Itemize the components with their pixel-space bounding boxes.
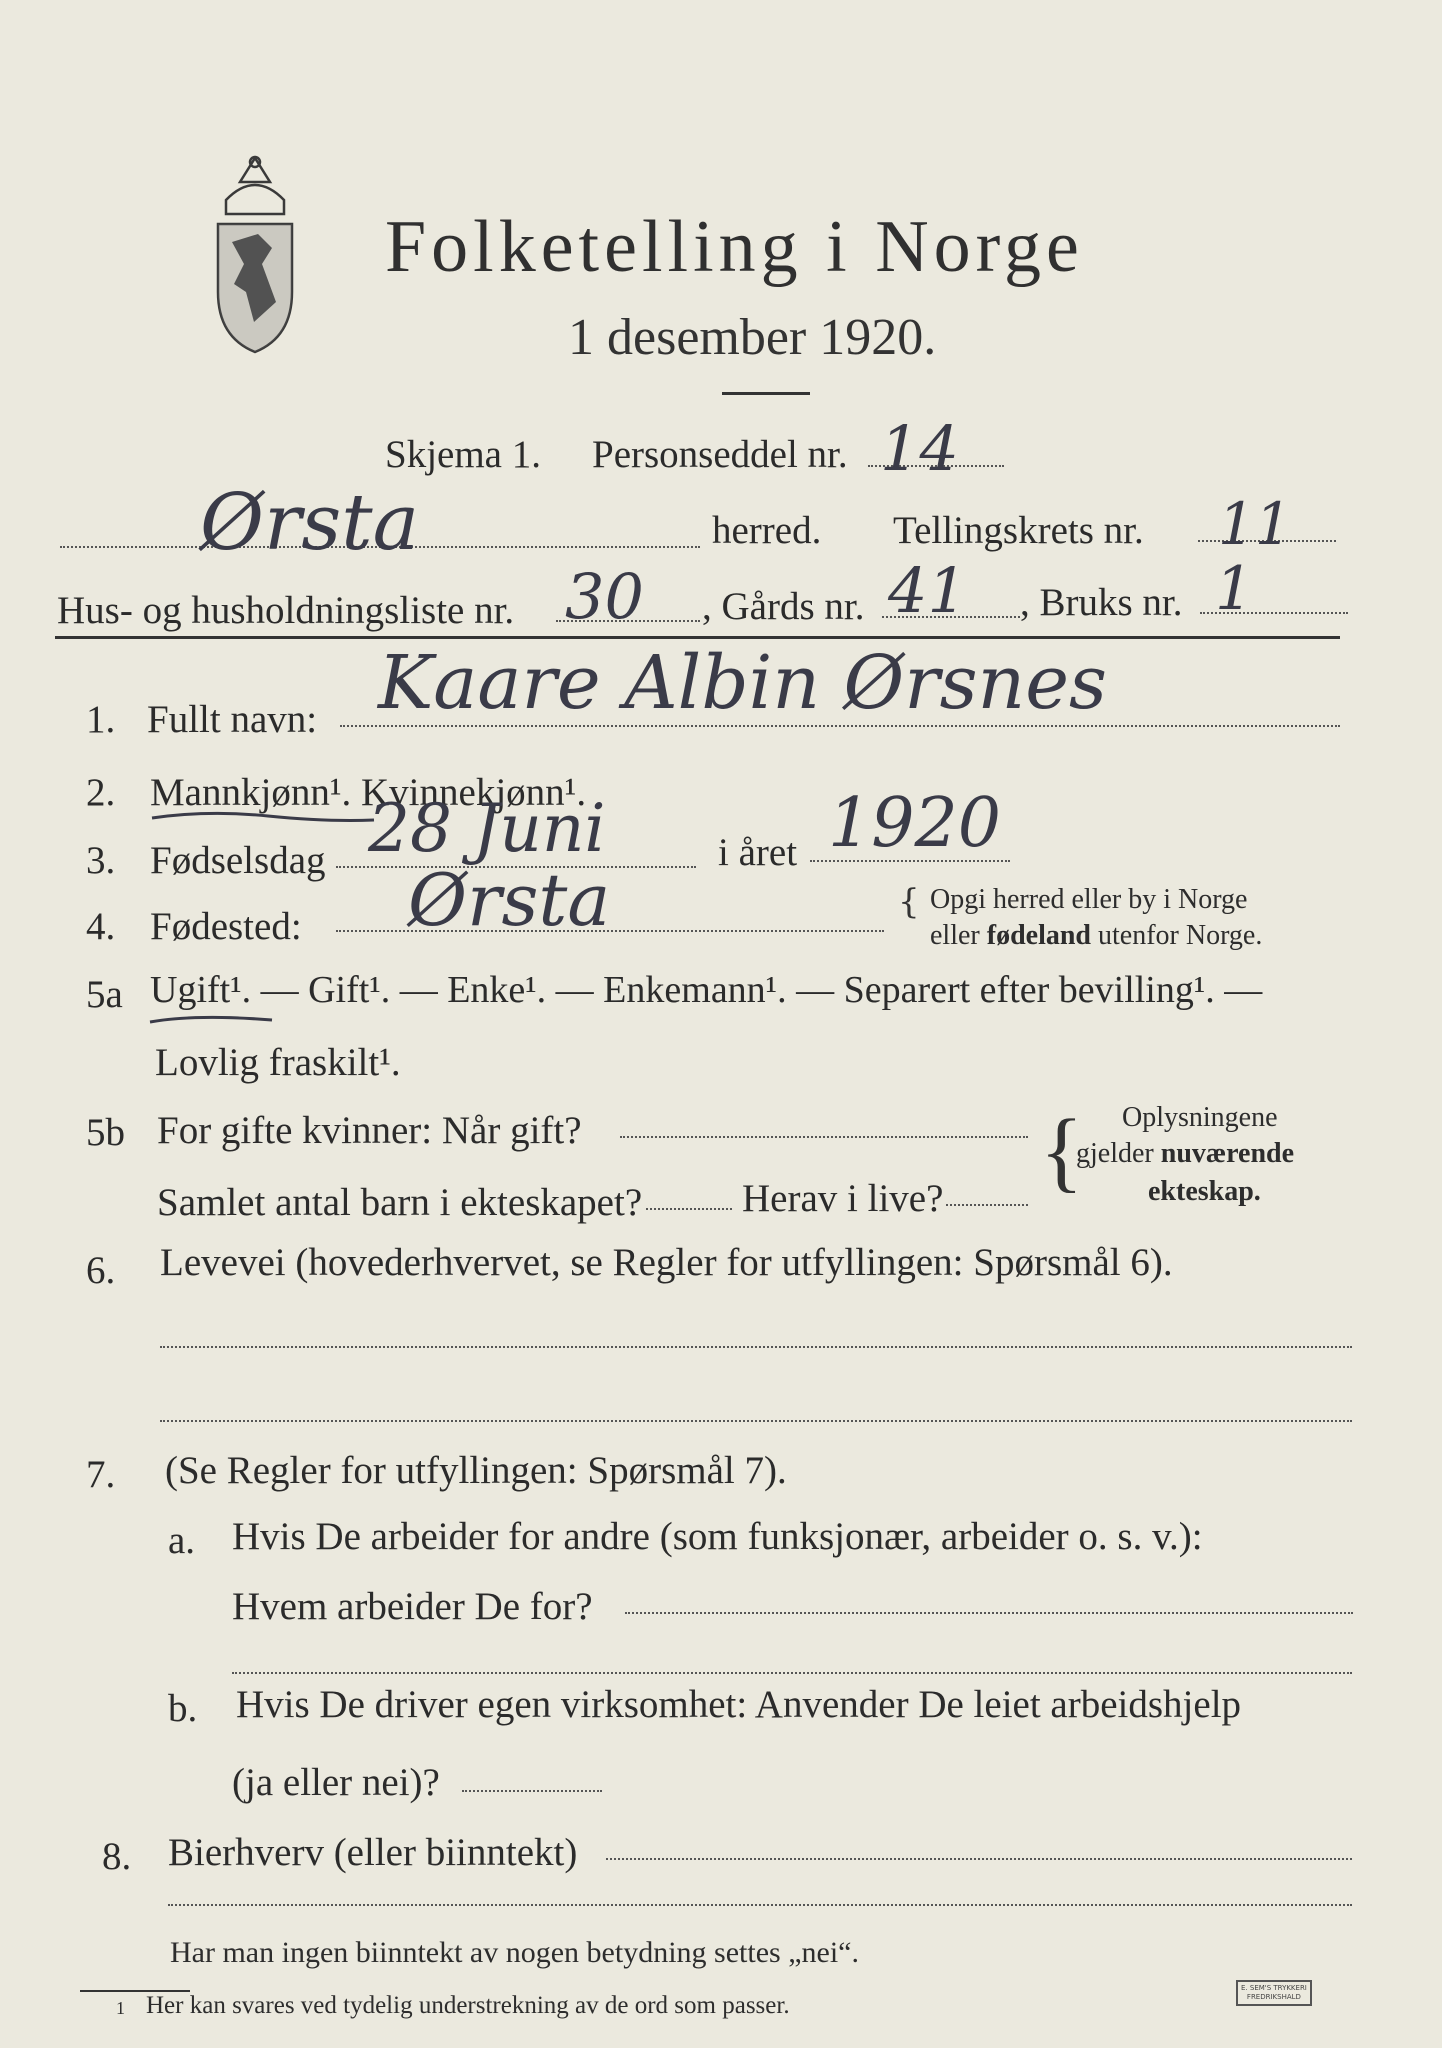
- q5a-number: 5a: [86, 973, 123, 1016]
- q7b-label: Hvis De driver egen virksomhet: Anvender De leiet arbeidshjelp: [236, 1683, 1242, 1726]
- coat-of-arms-icon: [210, 152, 300, 357]
- bruks-value[interactable]: 1: [1215, 554, 1254, 624]
- form-title: Folketelling i Norge: [385, 206, 1084, 288]
- q3-year-value[interactable]: 1920: [828, 784, 1002, 863]
- q1-number: 1.: [86, 698, 116, 741]
- q3-label: Fødselsdag: [150, 839, 326, 882]
- q4-value[interactable]: Ørsta: [408, 858, 611, 942]
- q5b-gift-line: [620, 1136, 1028, 1138]
- q5b-note-line1: Oplysningene: [1122, 1102, 1278, 1133]
- header-rule: [55, 636, 1340, 639]
- nei-note: Har man ingen biinntekt av nogen betydning settes „nei“.: [170, 1936, 859, 1969]
- q5b-barn-line: [646, 1208, 732, 1210]
- tellingskrets-label: Tellingskrets nr.: [893, 509, 1144, 552]
- q3-value[interactable]: 28 Juni: [368, 790, 606, 867]
- q7-label: (Se Regler for utfyllingen: Spørsmål 7).: [165, 1449, 787, 1492]
- q1-label: Fullt navn:: [147, 698, 318, 741]
- q5b-label1: For gifte kvinner: Når gift?: [157, 1109, 582, 1152]
- q3-number: 3.: [86, 839, 116, 882]
- q7b-letter: b.: [168, 1687, 198, 1730]
- q4-number: 4.: [86, 905, 116, 948]
- personseddel-label: Personseddel nr.: [592, 433, 848, 476]
- gards-label: , Gårds nr.: [702, 585, 865, 628]
- q4-label: Fødested:: [150, 905, 302, 948]
- q4-note-line1: Opgi herred eller by i Norge: [930, 884, 1248, 915]
- q6-number: 6.: [86, 1249, 116, 1292]
- q2-number: 2.: [86, 771, 116, 814]
- printer-stamp: [1236, 1980, 1312, 2006]
- personseddel-value[interactable]: 14: [880, 412, 959, 485]
- q7b-line: [462, 1790, 602, 1792]
- q2-underline-mark: [148, 808, 378, 828]
- q5b-note-line3: ekteskap.: [1148, 1176, 1261, 1207]
- q7a-line2: [232, 1672, 1352, 1674]
- q7-number: 7.: [86, 1453, 116, 1496]
- census-date: 1 desember 1920.: [568, 309, 937, 366]
- q5b-note-brace: {: [1040, 1102, 1084, 1201]
- skjema-label: Skjema 1.: [385, 433, 541, 476]
- q6-line1: [160, 1346, 1352, 1348]
- tellingskrets-value[interactable]: 11: [1218, 490, 1292, 558]
- q5b-live-line: [946, 1204, 1028, 1206]
- q4-note-brace: {: [898, 882, 920, 922]
- q8-number: 8.: [102, 1835, 132, 1878]
- q5b-note-line2: gjelder nuværende: [1076, 1138, 1295, 1169]
- q5a-line2: Lovlig fraskilt¹.: [155, 1041, 401, 1084]
- q5a-line1: Ugift¹. — Gift¹. — Enke¹. — Enkemann¹. — Separert efter bevilling¹. —: [150, 969, 1263, 1011]
- herred-label: herred.: [712, 509, 822, 552]
- footnote-number: 1: [116, 1998, 125, 2018]
- q2-label: Mannkjønn¹. Kvinnekjønn¹.: [150, 771, 587, 814]
- q7a-line1: [625, 1612, 1353, 1614]
- q7a-sub: Hvem arbeider De for?: [232, 1585, 593, 1628]
- q5b-label2: Samlet antal barn i ekteskapet?: [157, 1181, 643, 1224]
- q8-label: Bierhverv (eller biinntekt): [168, 1831, 578, 1874]
- printer-name: E. SEM'S TRYKKERI: [1241, 1984, 1307, 1992]
- hus-label: Hus- og husholdningsliste nr.: [57, 589, 515, 632]
- q8-line1: [606, 1858, 1352, 1860]
- q5b-label3: Herav i live?: [742, 1177, 944, 1220]
- q5a-underline-mark: [146, 1010, 276, 1030]
- q5b-number: 5b: [86, 1111, 125, 1154]
- bruks-label: , Bruks nr.: [1020, 581, 1183, 624]
- q8-line2: [168, 1904, 1352, 1906]
- q7a-label: Hvis De arbeider for andre (som funksjonær, arbeider o. s. v.):: [232, 1515, 1203, 1558]
- q3-year-label: i året: [718, 831, 798, 874]
- q7b-sub: (ja eller nei)?: [232, 1761, 440, 1804]
- herred-value[interactable]: Ørsta: [200, 478, 420, 568]
- q6-line2: [160, 1420, 1352, 1422]
- title-divider: [722, 392, 810, 395]
- q7a-letter: a.: [168, 1519, 196, 1562]
- q1-value[interactable]: Kaare Albin Ørsnes: [378, 640, 1107, 726]
- printer-city: FREDRIKSHALD: [1246, 1993, 1301, 2001]
- q4-note-line2: eller fødeland utenfor Norge.: [930, 920, 1263, 951]
- hus-value[interactable]: 30: [565, 560, 644, 633]
- footnote-text: Her kan svares ved tydelig understrekning av de ord som passer.: [146, 1992, 790, 2019]
- gards-value[interactable]: 41: [888, 554, 967, 627]
- q6-label: Levevei (hovederhvervet, se Regler for utfyllingen: Spørsmål 6).: [160, 1241, 1173, 1284]
